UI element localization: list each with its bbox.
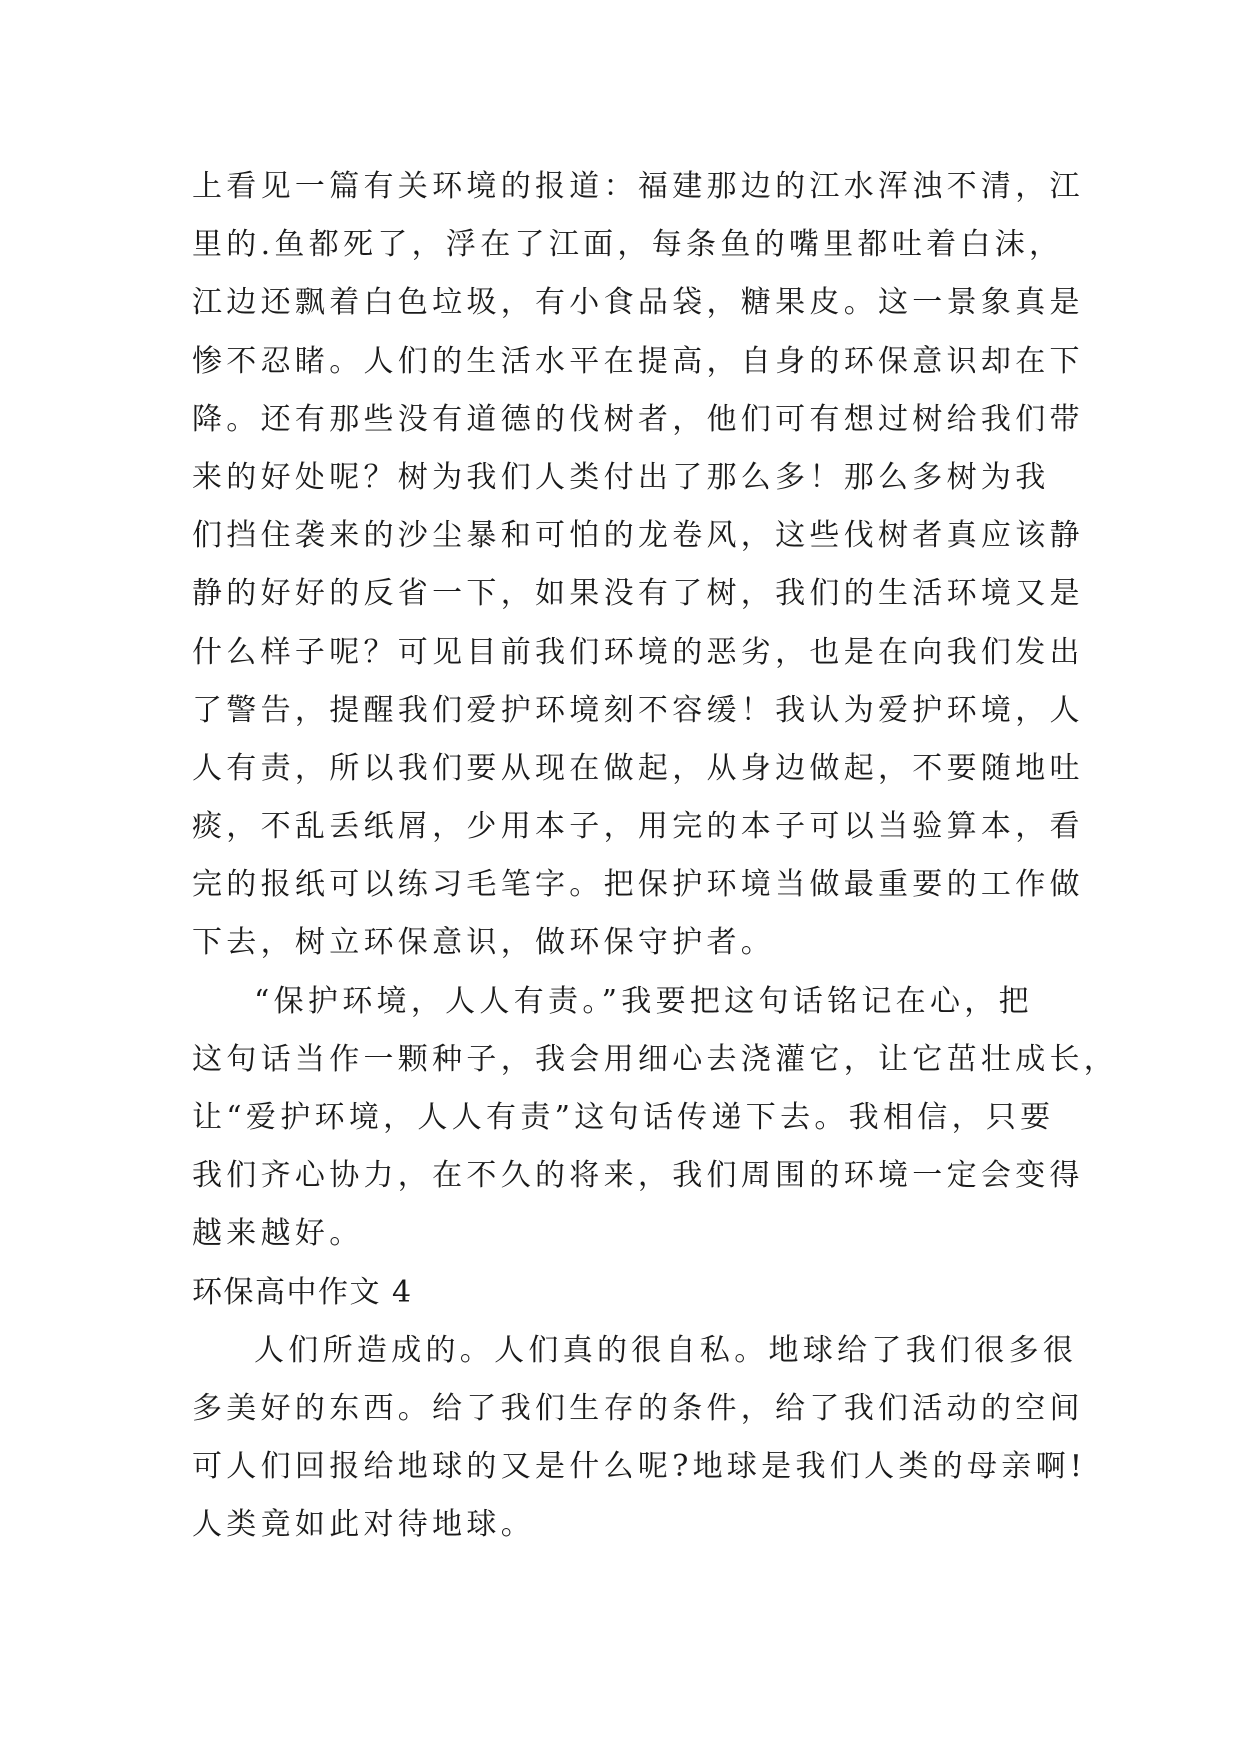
text-line: 静的好好的反省一下，如果没有了树，我们的生活环境又是 [192, 576, 1084, 612]
paragraph [192, 973, 1119, 1264]
text-line: 上看见一篇有关环境的报道：福建那边的江水浑浊不清，江 [192, 169, 1084, 204]
document-page [192, 158, 1119, 1555]
text-line: 越来越好。 [192, 1216, 364, 1252]
text-line: 可人们回报给地球的又是什么呢?地球是我们人类的母亲啊! [192, 1449, 1087, 1485]
section-heading: 环保高中作文 4 [192, 1274, 413, 1310]
text-line: 人有责，所以我们要从现在做起，从身边做起，不要随地吐 [192, 750, 1084, 786]
text-line: 痰，不乱丢纸屑，少用本子，用完的本子可以当验算本，看 [192, 809, 1084, 845]
text-line: 惨不忍睹。人们的生活水平在提高，自身的环保意识却在下 [192, 343, 1084, 379]
text-line: 了警告，提醒我们爱护环境刻不容缓！我认为爱护环境，人 [192, 692, 1084, 728]
text-line: 人类竟如此对待地球。 [192, 1507, 535, 1543]
text-line: 来的好处呢？树为我们人类付出了那么多！那么多树为我 [192, 459, 1050, 495]
text-line: “保护环境，人人有责。”我要把这句话铭记在心，把 [254, 983, 1033, 1019]
text-line: 什么样子呢？可见目前我们环境的恶劣，也是在向我们发出 [192, 634, 1084, 670]
paragraph [192, 1322, 1087, 1555]
text-line: 这句话当作一颗种子，我会用细心去浇灌它，让它茁壮成长， [192, 1041, 1119, 1077]
paragraph [192, 158, 1084, 973]
text-line: 里的.鱼都死了，浮在了江面，每条鱼的嘴里都吐着白沫， [192, 227, 1064, 263]
text-line: 完的报纸可以练习毛笔字。把保护环境当做最重要的工作做 [192, 867, 1084, 903]
text-line: 降。还有那些没有道德的伐树者，他们可有想过树给我们带 [192, 401, 1084, 437]
text-line: 们挡住袭来的沙尘暴和可怕的龙卷风，这些伐树者真应该静 [192, 518, 1084, 554]
text-line: 我们齐心协力，在不久的将来，我们周围的环境一定会变得 [192, 1158, 1084, 1194]
text-line: 多美好的东西。给了我们生存的条件，给了我们活动的空间 [192, 1390, 1084, 1426]
text-line: 人们所造成的。人们真的很自私。地球给了我们很多很 [254, 1332, 1078, 1368]
text-line: 江边还飘着白色垃圾，有小食品袋，糖果皮。这一景象真是 [192, 285, 1084, 321]
text-line: 让“爱护环境，人人有责”这句话传递下去。我相信，只要 [192, 1100, 1055, 1135]
text-line: 下去，树立环保意识，做环保守护者。 [192, 925, 776, 961]
